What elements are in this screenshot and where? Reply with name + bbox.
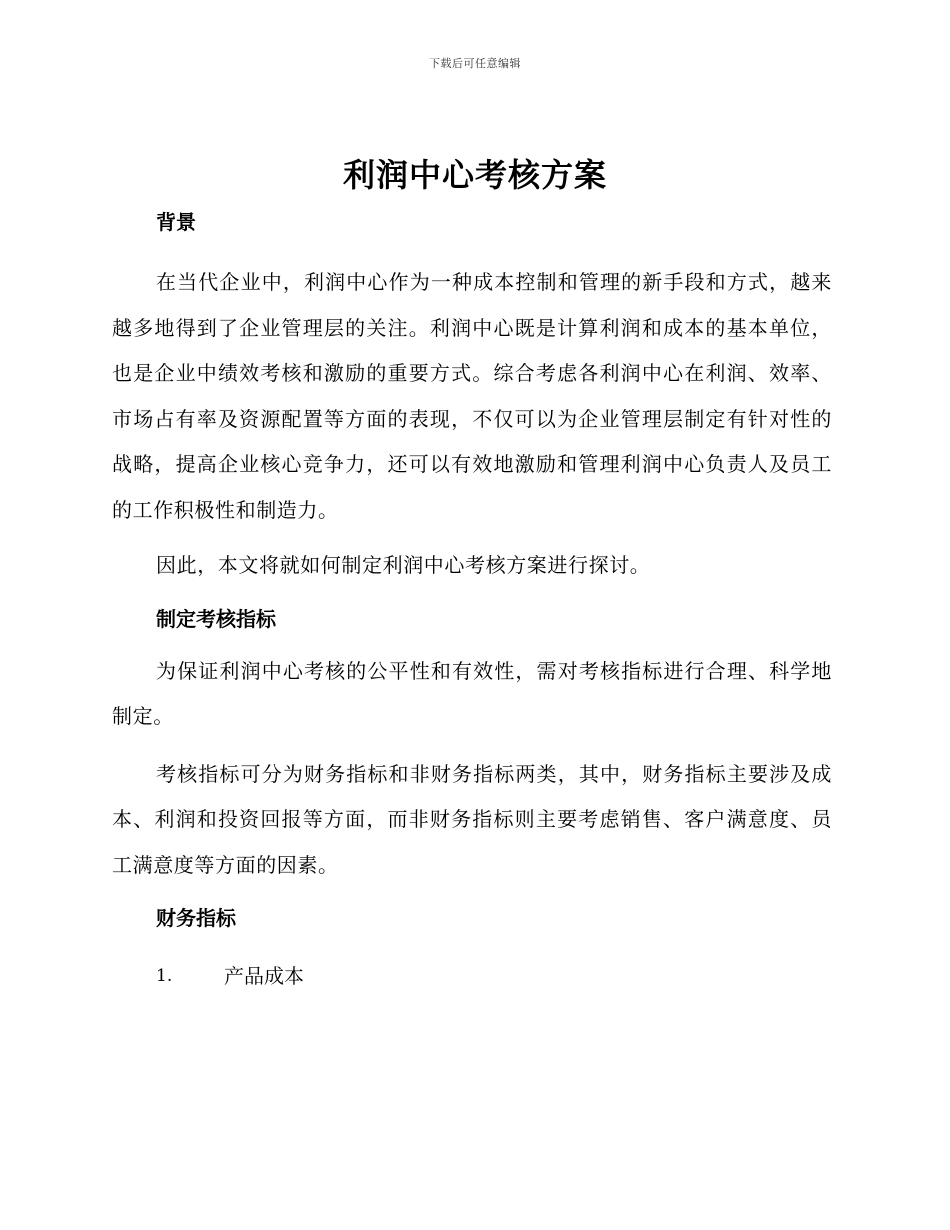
section-heading-financial: 财务指标	[156, 906, 236, 930]
section-heading-background: 背景	[156, 210, 196, 234]
list-item	[112, 958, 832, 994]
header-note: 下载后可任意编辑	[429, 57, 521, 70]
paragraph-background-1: 在当代企业中，利润中心作为一种成本控制和管理的新手段和方式，越来越多地得到了企业管理层的关注。利润中心既是计算利润和成本的基本单位，也是企业中绩效考核和激励的重要方式。综合考虑各利润中心在利润、效率、市场占有率及资源配置等方面的表现，不仅可以为企业管理层制定有针对性的战略，提高企业核心竞争力，还可以有效地激励和管理利润中心负责人及员工的工作积极性和制造力。	[112, 270, 832, 522]
paragraph-background-2: 因此，本文将就如何制定利润中心考核方案进行探讨。	[156, 553, 651, 577]
section-heading-indicators: 制定考核指标	[156, 606, 276, 631]
paragraph-indicators-2: 考核指标可分为财务指标和非财务指标两类，其中，财务指标主要涉及成本、利润和投资回报等方面，而非财务指标则主要考虑销售、客户满意度、员工满意度等方面的因素。	[112, 761, 832, 877]
paragraph-indicators-1: 为保证利润中心考核的公平性和有效性，需对考核指标进行合理、科学地制定。	[112, 658, 832, 728]
page-title: 利润中心考核方案	[342, 156, 607, 194]
list-item-text: 产品成本	[224, 964, 304, 988]
list-item-number: 1.	[156, 966, 173, 986]
document-body	[112, 204, 832, 994]
